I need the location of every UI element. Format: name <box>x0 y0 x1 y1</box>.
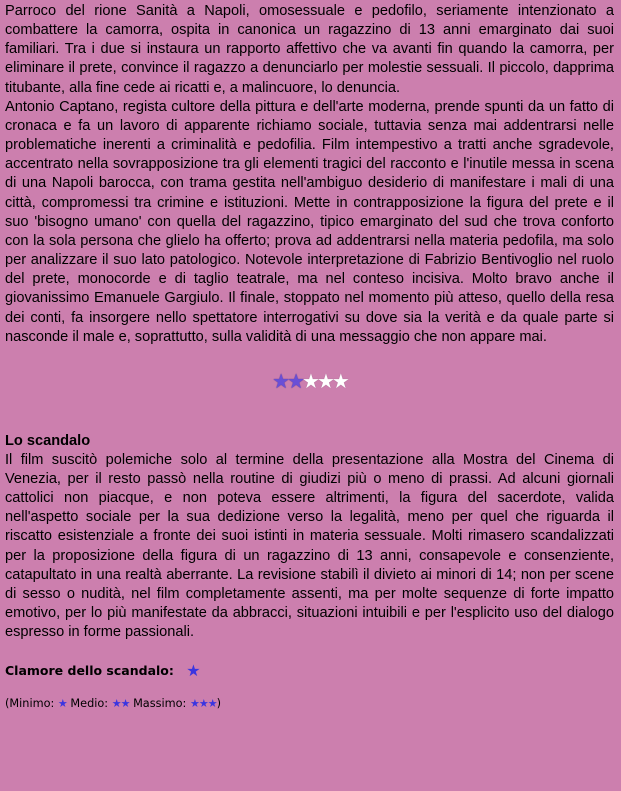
star-icon: ★ <box>57 697 67 711</box>
plot-paragraph: Parroco del rione Sanità a Napoli, omosessuale e pedofilo, seriamente intenzionato a combattere la camorra, ospita in canonica un ragazzino di 13 anni emarginato dai suoi familiari. Tra i due si instaura un rapporto affettivo che va avanti fin quando la camorra, per eliminare il prete, convince il ragazzo a denunciarlo per molestie sessuali. Il piccolo, dapprima titubante, alla fine cede ai ricatti e, a malincuore, lo denuncia. <box>5 3 614 96</box>
review-paragraph: Antonio Captano, regista cultore della pittura e dell'arte moderna, prende spunti da un fatto di cronaca e fa un lavoro di apparente richiamo sociale, tuttavia senza mai addentrarsi nelle problematiche inerenti a criminalità e pedofilia. Film intempestivo a tratti anche sgradevole, accentrato nella sovrapposizione tra gli elementi tragici del racconto e l'inutile messa in scena di una Napoli barocca, con trama gestita nell'ambiguo desiderio di manifestare i mali di una città, compromessi tra crimine e istituzioni. Mette in contrapposizione la figura del prete e il suo 'bisogno umano' con quella del ragazzino, tipico emarginato del sud che trova conforto con la sola persona che glielo ha offerto; prova ad addentrarsi nella materia pedofila, ma solo per analizzare il suo lato patologico. Notevole interpretazione di Fabrizio Bentivoglio nel ruolo del prete, monocorde e di taglio teatrale, ma nel conteso incisiva. Molto bravo anche il giovanissimo Emanuele Gargiulo. Il finale, stoppato nel momento più atteso, quello della resa dei conti, fa insorgere nello spettatore interrogativi su dove sia la verità e da quale parte si nasconde il male e, soprattutto, sulla validità di una messaggio che non appare mai. <box>5 98 614 345</box>
star-icon: ★ <box>189 697 199 711</box>
star-empty-icon: ★ <box>331 370 347 393</box>
clamor-stars <box>186 661 200 680</box>
scale-open: (Minimo: <box>5 697 55 711</box>
section-heading-scandal: Lo scandalo <box>5 432 91 449</box>
scale-min-stars <box>58 697 67 710</box>
clamor-label: Clamore dello scandalo: <box>5 663 174 679</box>
star-icon: ★ <box>111 697 121 711</box>
star-filled-icon: ★ <box>287 370 303 393</box>
rating-stars <box>5 369 614 395</box>
scale-mid-label: Medio: <box>70 697 109 711</box>
star-filled-icon: ★ <box>272 370 288 393</box>
scandal-paragraph: Il film suscitò polemiche solo al termine della presentazione alla Mostra del Cinema di Venezia, per il resto passò nella routine di giudizi più o meno di prassi. Ad alcuni giornali cattolici non piacque, e non poteva essere altrimenti, la figura del sacerdote, valida nell'aspetto sociale per la sua dedizione verso la legalità, meno per quel che riguarda il riscatto esistenziale a fronte dei suoi istinti in materia sessuale. Molti rimasero scandalizzati per la proposizione della figura di un ragazzino di 13 anni, consapevole e consenziente, catapultato in una realtà aberrante. La revisione stabilì il divieto ai minori di 14; non per scene di sesso o nudità, nel film completamente assenti, ma per molte sequenze di forte impatto emotivo, per lo più manifestate da abbracci, situazioni intuibili e per l'esplicito uso del dialogo espresso in forme passionali. <box>5 451 614 641</box>
scale-max-label: Massimo: <box>133 697 187 711</box>
star-icon: ★ <box>186 661 201 681</box>
scandal-clamor <box>5 662 614 680</box>
star-empty-icon: ★ <box>316 370 332 393</box>
star-icon: ★ <box>198 697 208 711</box>
clamor-scale-legend <box>5 696 614 712</box>
scale-max-stars <box>190 697 217 710</box>
star-empty-icon: ★ <box>302 370 317 393</box>
scale-close: ) <box>216 697 222 711</box>
star-icon: ★ <box>207 697 217 711</box>
scale-mid-stars <box>112 697 130 710</box>
star-icon: ★ <box>120 697 130 711</box>
